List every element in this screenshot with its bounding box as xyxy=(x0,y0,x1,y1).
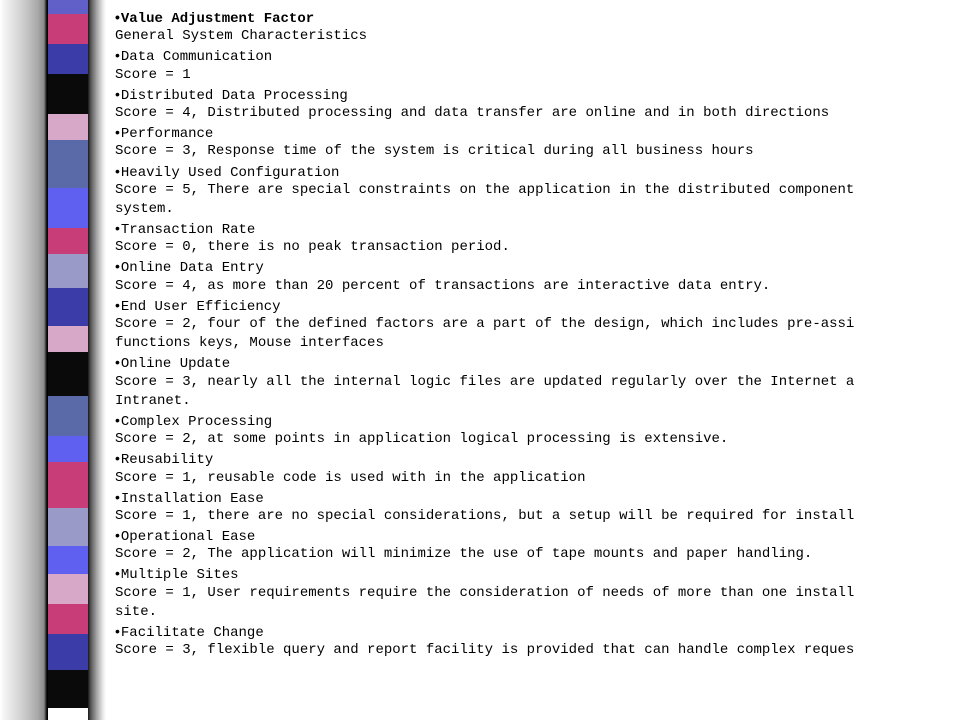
stripe-segment xyxy=(48,634,88,670)
bullet-heading: • Performance xyxy=(115,123,960,142)
bullet-heading: • Multiple Sites xyxy=(115,564,960,583)
stripe-segment xyxy=(48,74,88,114)
bullet-heading: • Data Communication xyxy=(115,46,960,65)
stripe-column xyxy=(48,0,88,708)
body-line: Score = 3, nearly all the internal logic files are updated regularly over the Internet a xyxy=(115,373,855,390)
stripe-segment xyxy=(48,462,88,508)
body-line: Score = 5, There are special constraints on the application in the distributed component xyxy=(115,181,855,198)
stripe-segment xyxy=(48,254,88,288)
stripe-bar-shadow xyxy=(88,0,106,720)
stripe-segment xyxy=(48,326,88,352)
body-line: Score = 2, four of the defined factors are a part of the design, which includes pre-assi xyxy=(115,316,855,332)
stripe-segment xyxy=(48,604,88,634)
bullet-heading: • Distributed Data Processing xyxy=(115,85,960,104)
bullet-heading: • Online Data Entry xyxy=(115,257,960,276)
bullet-heading: • Transaction Rate xyxy=(115,219,960,238)
body-line: Intranet. xyxy=(115,392,191,409)
body-line: Score = 1 xyxy=(115,66,191,83)
stripe-segment xyxy=(48,574,88,604)
body-line: Score = 2, The application will minimize the use of tape mounts and paper handling. xyxy=(115,546,813,563)
bullet-heading: • Facilitate Change xyxy=(115,622,960,641)
body-line: General System Characteristics xyxy=(115,28,368,45)
body-line: Score = 4, Distributed processing and data transfer are online and in both directions xyxy=(115,104,830,121)
stripe-segment xyxy=(48,0,88,14)
body-line: system. xyxy=(115,200,174,217)
bullet-heading: • Reusability xyxy=(115,449,960,468)
body-line: functions keys, Mouse interfaces xyxy=(115,335,384,352)
bullet-heading: • Complex Processing xyxy=(115,411,960,430)
stripe-segment xyxy=(48,288,88,326)
stripe-segment xyxy=(48,228,88,254)
stripe-segment xyxy=(48,188,88,228)
bullet-heading: • Heavily Used Configuration xyxy=(115,162,960,181)
stripe-segment xyxy=(48,546,88,574)
decorative-stripe-bar xyxy=(48,0,88,720)
stripe-segment xyxy=(48,44,88,74)
bullet-heading: • End User Efficiency xyxy=(115,296,960,315)
body-line: Score = 4, as more than 20 percent of transactions are interactive data entry. xyxy=(115,277,771,294)
body-line: Score = 3, Response time of the system is critical during all business hours xyxy=(115,143,754,160)
left-gradient-edge xyxy=(0,0,48,720)
body-line: Score = 1, User requirements require the consideration of needs of more than one install xyxy=(115,584,855,601)
stripe-segment xyxy=(48,114,88,140)
stripe-segment xyxy=(48,436,88,462)
stripe-segment xyxy=(48,396,88,436)
slide-body-text xyxy=(115,8,960,660)
body-line: site. xyxy=(115,603,158,620)
stripe-segment xyxy=(48,508,88,546)
bullet-heading: • Online Update xyxy=(115,353,960,372)
stripe-segment xyxy=(48,670,88,708)
bullet-heading: • Operational Ease xyxy=(115,526,960,545)
bullet-heading: • Value Adjustment Factor xyxy=(115,8,960,27)
body-line: Score = 1, reusable code is used with in the application xyxy=(115,469,586,486)
stripe-segment xyxy=(48,140,88,188)
body-line: Score = 1, there are no special considerations, but a setup will be required for install xyxy=(115,507,855,524)
stripe-segment xyxy=(48,14,88,44)
body-line: Score = 2, at some points in application logical processing is extensive. xyxy=(115,431,729,448)
stripe-segment xyxy=(48,352,88,396)
bullet-heading: • Installation Ease xyxy=(115,488,960,507)
body-line: Score = 3, flexible query and report facility is provided that can handle complex reques xyxy=(115,642,855,659)
body-line: Score = 0, there is no peak transaction period. xyxy=(115,239,510,256)
